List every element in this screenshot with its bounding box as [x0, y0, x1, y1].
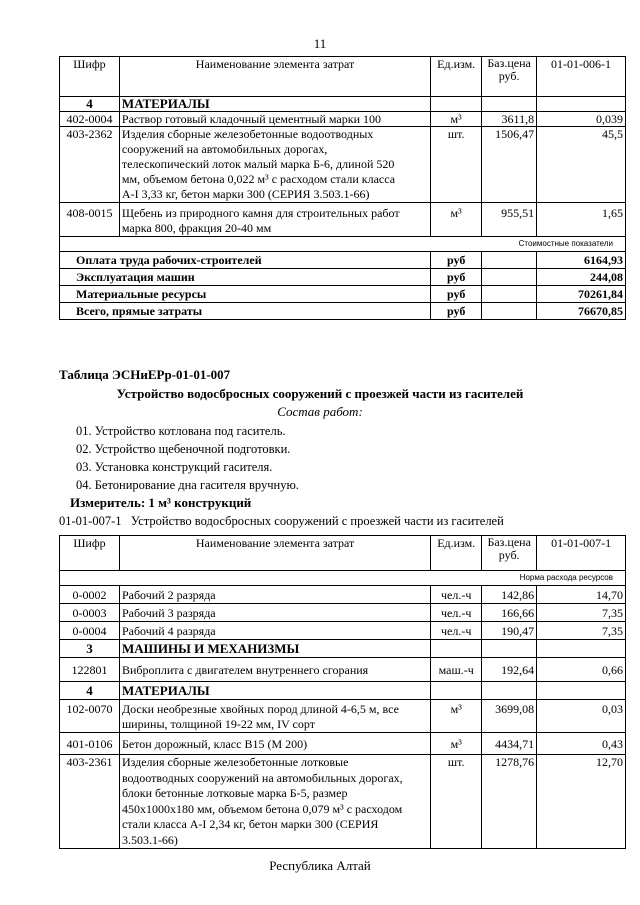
header-norm-code: 01-01-006-1: [537, 57, 626, 97]
header-norm-code: 01-01-007-1: [537, 536, 626, 571]
section-row: 3 МАШИНЫ И МЕХАНИЗМЫ: [60, 640, 626, 658]
table-row: 403-2362 Изделия сборные железобетонные водоотводных сооружений на автомобильных дорогах, телескопический лоток малый марка Б-6, длиной 520 мм, объемом бетона 0,022 м³ с расходом стали класса А-I 3,33 кг, бетон марки 300 (СЕРИЯ 3.503.1-66) шт. 1506,47 45,5: [60, 127, 626, 203]
total-row: Эксплуатация машин руб 244,08: [60, 269, 626, 286]
section-row: 4 МАТЕРИАЛЫ: [60, 682, 626, 700]
total-row: Оплата труда рабочих-строителей руб 6164,93: [60, 252, 626, 269]
table-row: 401-0106 Бетон дорожный, класс B15 (М 200) м³ 4434,71 0,43: [60, 733, 626, 755]
table-row: 408-0015 Щебень из природного камня для строительных работ марка 800, фракция 20-40 мм м³ 955,51 1,65: [60, 203, 626, 237]
table-row: 403-2361 Изделия сборные железобетонные лотковые водоотводных сооружений на автомобильных дорогах, блоки бетонные лотковые марка Б-5, размер 450х1000х180 мм, объемом бетона 0,079 м³ с расходом стали класса А-I 2,34 кг, бетон марки 300 (СЕРИЯ 3.503.1-66) шт. 1278,76 12,70: [60, 755, 626, 849]
cost-label-row: Стоимостные показатели: [60, 237, 626, 252]
total-row: Материальные ресурсы руб 70261,84: [60, 286, 626, 303]
total-row: Всего, прямые затраты руб 76670,85: [60, 303, 626, 320]
page-number: 11: [313, 36, 327, 51]
header-name: Наименование элемента затрат: [119, 57, 430, 97]
resource-table-2: [59, 535, 626, 849]
work-composition-title: Состав работ:: [277, 404, 363, 419]
section-heading: Устройство водосбросных сооружений с проезжей части из гасителей: [116, 386, 524, 401]
table-row: 0-0003 Рабочий 3 разряда чел.-ч 166,66 7,35: [60, 604, 626, 622]
table-title: Таблица ЭСНиЕРр-01-01-007: [59, 367, 231, 382]
norm-label-row: Норма расхода ресурсов: [60, 571, 626, 586]
header-code: Шифр: [60, 536, 120, 571]
work-item: 03. Установка конструкций гасителя.: [76, 460, 273, 474]
table-row: 0-0002 Рабочий 2 разряда чел.-ч 142,86 14,70: [60, 586, 626, 604]
section-row: 4 МАТЕРИАЛЫ: [60, 97, 626, 112]
norm-line: 01-01-007-1 Устройство водосбросных сооружений с проезжей части из гасителей: [59, 514, 504, 528]
header-price: Баз.цена руб.: [482, 57, 537, 97]
measurement-unit: Измеритель: 1 м³ конструкций: [70, 495, 252, 510]
work-item: 04. Бетонирование дна гасителя вручную.: [76, 478, 299, 492]
table-row: 0-0004 Рабочий 4 разряда чел.-ч 190,47 7,35: [60, 622, 626, 640]
header-unit: Ед.изм.: [431, 536, 482, 571]
footer-region: Республика Алтай: [269, 858, 371, 873]
resource-table-1: [59, 56, 626, 320]
table-row: 402-0004 Раствор готовый кладочный цементный марки 100 м³ 3611,8 0,039: [60, 112, 626, 127]
table-row: 102-0070 Доски необрезные хвойных пород длиной 4-6,5 м, все ширины, толщиной 19-22 мм, IV сорт м³ 3699,08 0,03: [60, 700, 626, 733]
table-row: 122801 Виброплита с двигателем внутреннего сгорания маш.-ч 192,64 0,66: [60, 658, 626, 682]
header-price: Баз.цена руб.: [482, 536, 537, 571]
work-item: 01. Устройство котлована под гаситель.: [76, 424, 286, 438]
header-unit: Ед.изм.: [431, 57, 482, 97]
header-name: Наименование элемента затрат: [119, 536, 430, 571]
work-item: 02. Устройство щебеночной подготовки.: [76, 442, 291, 456]
header-code: Шифр: [60, 57, 120, 97]
